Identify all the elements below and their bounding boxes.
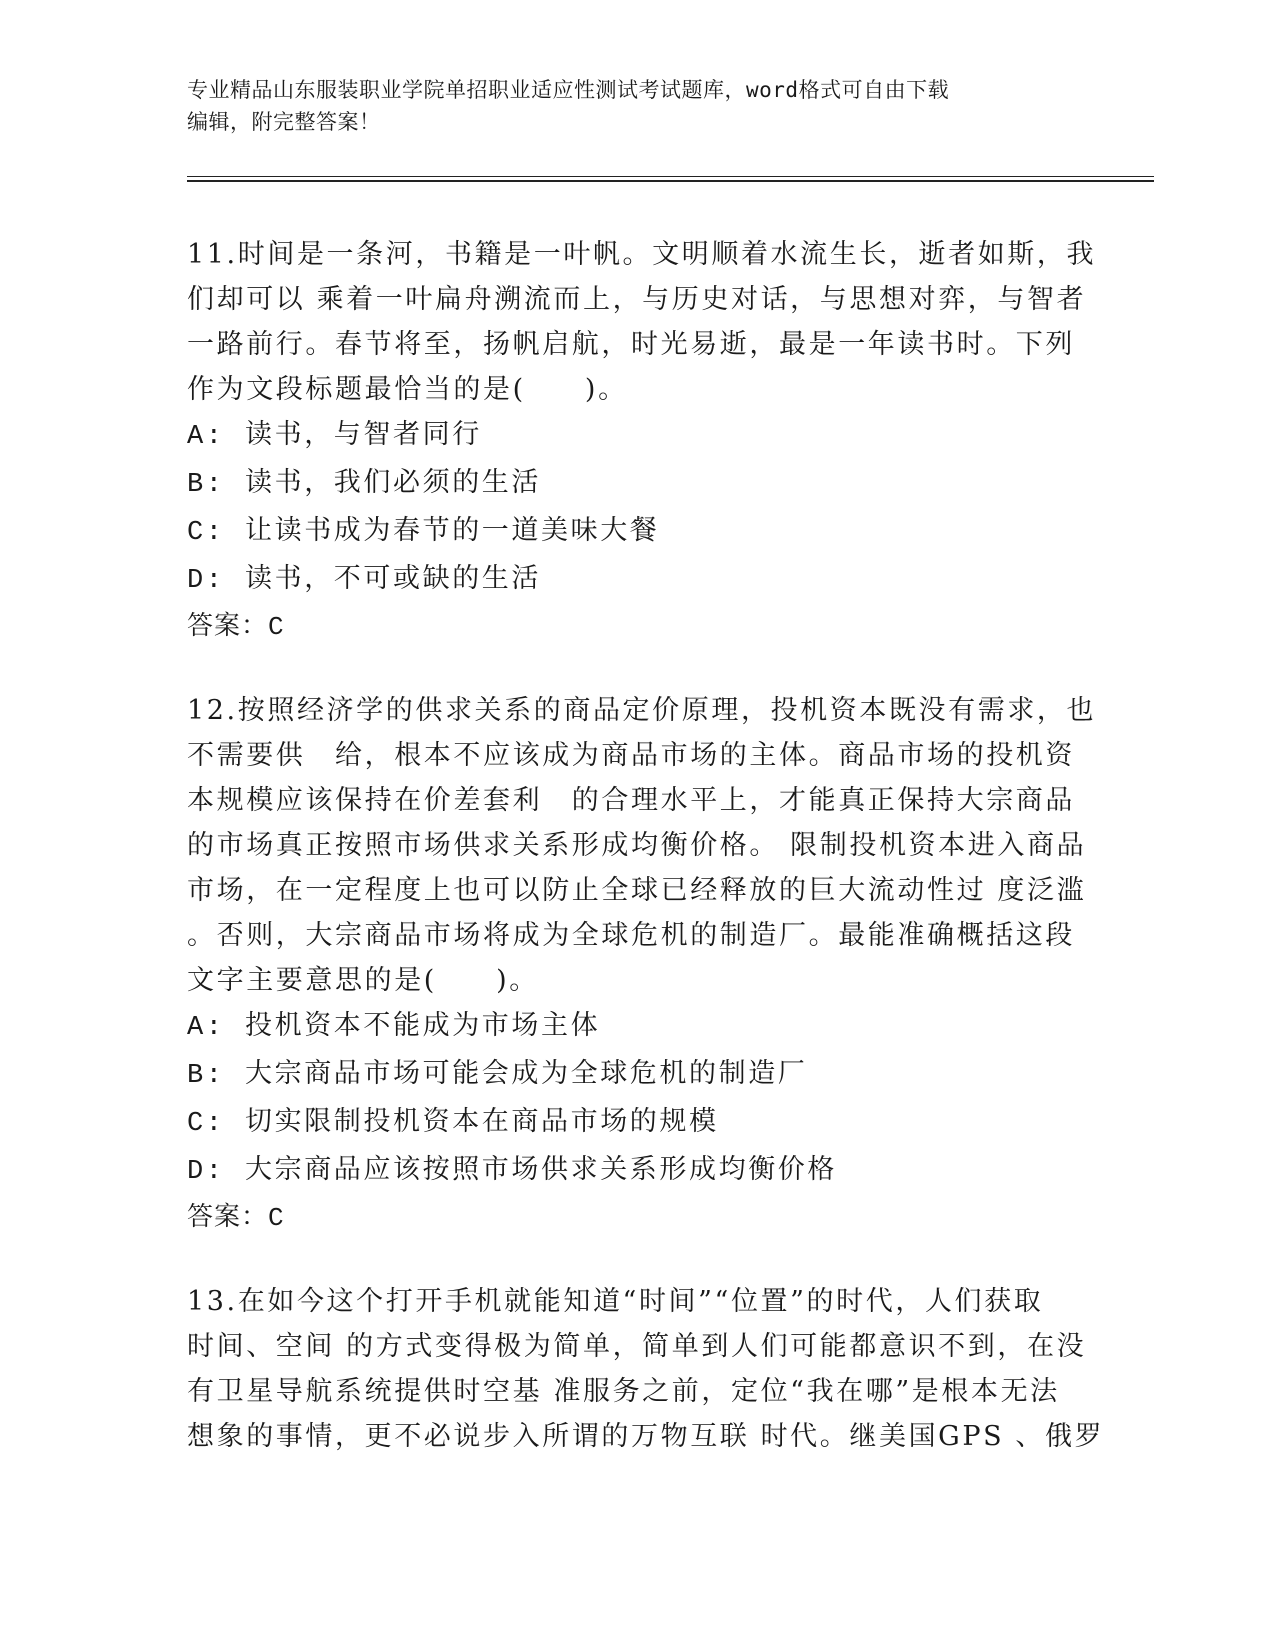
option-text: 大宗商品市场可能会成为全球危机的制造厂 xyxy=(245,1058,808,1089)
option-d xyxy=(187,1147,1087,1195)
option-text: 读书，不可或缺的生活 xyxy=(245,563,541,594)
option-text: 切实限制投机资本在商品市场的规模 xyxy=(245,1106,719,1137)
header-line-1: 专业精品山东服装职业学院单招职业适应性测试考试题库，word格式可自由下载 xyxy=(187,78,950,102)
stem-line: 文字主要意思的是( )。 xyxy=(187,965,539,996)
option-letter: A: xyxy=(187,422,225,452)
stem-line: 一路前行。春节将至，扬帆启航，时光易逝，最是一年读书时。下列 xyxy=(187,329,1075,360)
option-letter: A: xyxy=(187,1013,225,1043)
answer-value: C xyxy=(268,1203,285,1233)
option-b xyxy=(187,1051,1087,1099)
stem-line: 想象的事情，更不必说步入所谓的万物互联 时代。继美国GPS 、俄罗 xyxy=(187,1421,1105,1452)
header-line-2: 编辑，附完整答案！ xyxy=(187,110,381,134)
header-divider-thin xyxy=(187,176,1154,177)
option-b xyxy=(187,460,1087,508)
questions-container xyxy=(187,232,1105,1497)
option-a xyxy=(187,412,1087,460)
document-header xyxy=(187,74,1087,138)
option-d xyxy=(187,556,1087,604)
question-13 xyxy=(187,1279,1105,1459)
option-text: 读书，我们必须的生活 xyxy=(245,467,541,498)
header-divider-thick xyxy=(187,180,1154,182)
question-stem xyxy=(187,1279,1105,1459)
option-text: 读书，与智者同行 xyxy=(245,419,482,450)
stem-line: 不需要供 给，根本不应该成为商品市场的主体。商品市场的投机资 xyxy=(187,740,1075,771)
stem-line: 11.时间是一条河，书籍是一叶帆。文明顺着水流生长，逝者如斯，我 xyxy=(187,239,1097,270)
answer-line xyxy=(187,1195,1087,1241)
answer-label: 答案： xyxy=(187,611,269,641)
stem-line: 们却可以 乘着一叶扁舟溯流而上，与历史对话，与思想对弈，与智者 xyxy=(187,284,1087,315)
option-letter: B: xyxy=(187,1061,225,1091)
stem-line: 市场，在一定程度上也可以防止全球已经释放的巨大流动性过 度泛滥 xyxy=(187,875,1087,906)
answer-line xyxy=(187,604,1087,650)
option-a xyxy=(187,1003,1087,1051)
option-c xyxy=(187,1099,1087,1147)
option-letter: D: xyxy=(187,566,225,596)
stem-line: 12.按照经济学的供求关系的商品定价原理，投机资本既没有需求，也 xyxy=(187,695,1097,726)
stem-line: 作为文段标题最恰当的是( )。 xyxy=(187,374,628,405)
stem-line: 时间、空间 的方式变得极为简单，简单到人们可能都意识不到，在没 xyxy=(187,1331,1087,1362)
question-stem xyxy=(187,232,1097,412)
option-letter: B: xyxy=(187,470,225,500)
option-letter: C: xyxy=(187,1109,225,1139)
stem-line: 有卫星导航系统提供时空基 准服务之前，定位“我在哪”是根本无法 xyxy=(187,1376,1060,1407)
option-letter: D: xyxy=(187,1157,225,1187)
answer-value: C xyxy=(268,612,285,642)
option-letter: C: xyxy=(187,518,225,548)
option-text: 大宗商品应该按照市场供求关系形成均衡价格 xyxy=(245,1154,837,1185)
stem-line: 的市场真正按照市场供求关系形成均衡价格。 限制投机资本进入商品 xyxy=(187,830,1087,861)
stem-line: 本规模应该保持在价差套利 的合理水平上，才能真正保持大宗商品 xyxy=(187,785,1075,816)
stem-line: 。否则，大宗商品市场将成为全球危机的制造厂。最能准确概括这段 xyxy=(187,920,1075,951)
stem-line: 13.在如今这个打开手机就能知道“时间”“位置”的时代，人们获取 xyxy=(187,1286,1044,1317)
answer-label: 答案： xyxy=(187,1202,269,1232)
question-stem xyxy=(187,688,1097,1003)
option-c xyxy=(187,508,1087,556)
question-12 xyxy=(187,688,1097,1241)
option-text: 让读书成为春节的一道美味大餐 xyxy=(245,515,660,546)
question-11 xyxy=(187,232,1097,650)
option-text: 投机资本不能成为市场主体 xyxy=(245,1010,601,1041)
